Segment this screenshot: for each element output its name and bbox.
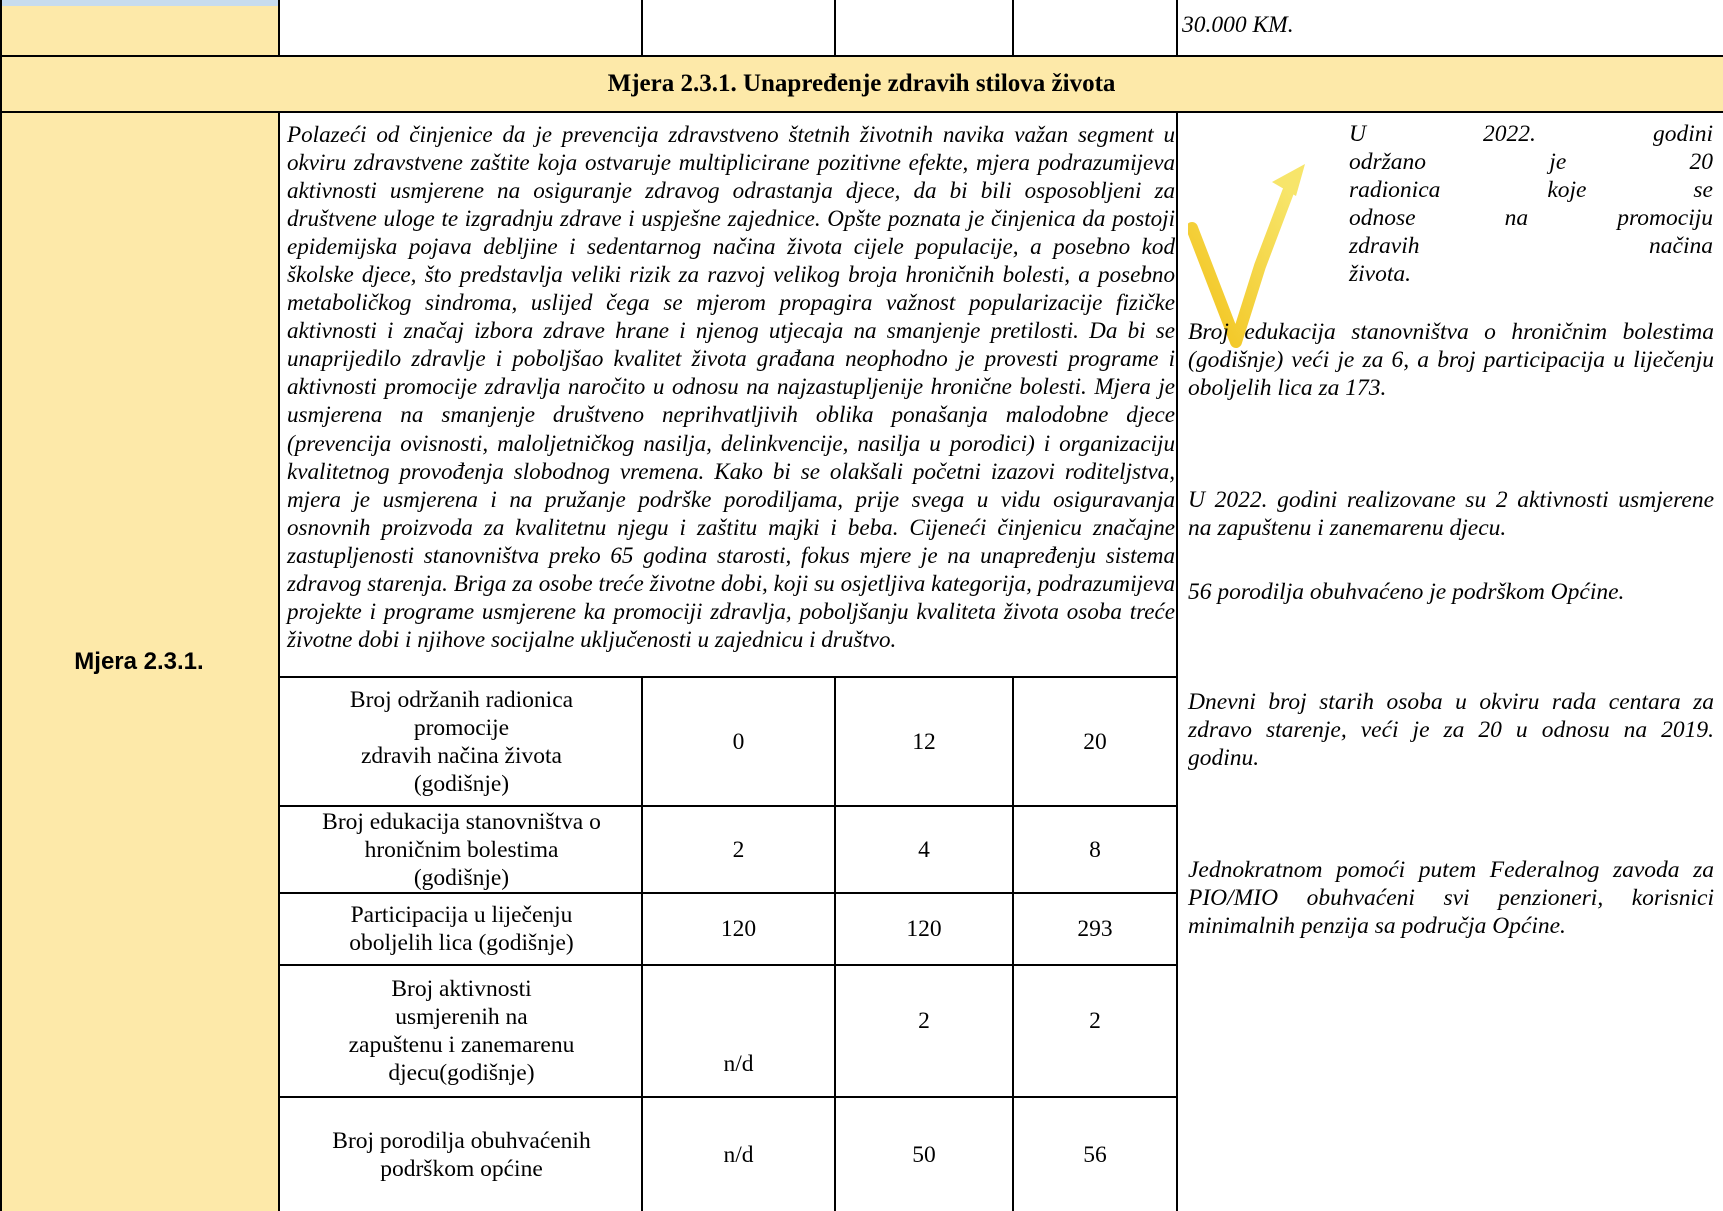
grid-line bbox=[834, 0, 836, 56]
grid-line bbox=[278, 964, 1178, 966]
indicator-mid: 120 bbox=[906, 916, 942, 942]
indicator-target: 56 bbox=[1083, 1141, 1107, 1168]
indicator-target: 20 bbox=[1083, 728, 1107, 755]
indicator-name: Broj edukacija stanovništva o hroničnim bolestima (godišnje) bbox=[322, 808, 601, 891]
achievement-pensioners: Jednokratnom pomoći putem Federalnog zavoda za PIO/MIO obuhvaćeni svi penzioneri, korisnici minimalnih penzija sa područja Općine. bbox=[1188, 857, 1714, 939]
grid-line bbox=[278, 111, 280, 1211]
indicator-target: 2 bbox=[1089, 1008, 1101, 1034]
indicator-mid: 50 bbox=[912, 1141, 936, 1168]
grid-line bbox=[278, 805, 1178, 807]
indicator-mid: 4 bbox=[918, 836, 930, 863]
grid-line bbox=[0, 0, 2, 1211]
achievement-mothers: 56 porodilja obuhvaćeno je podrškom Općine. bbox=[1188, 579, 1625, 605]
grid-line bbox=[1012, 676, 1014, 1211]
indicator-mid: 12 bbox=[912, 728, 936, 755]
grid-line bbox=[641, 676, 643, 1211]
budget-cell bbox=[1182, 12, 1712, 48]
achievement-elderly: Dnevni broj starih osoba u okviru rada centara za zdravo starenje, veći je za 20 u odnosu na 2019. godinu. bbox=[1188, 689, 1714, 771]
indicator-baseline: 2 bbox=[732, 836, 745, 863]
indicator-target: 8 bbox=[1089, 836, 1101, 863]
indicator-baseline: 120 bbox=[720, 916, 757, 942]
indicator-name: Broj aktivnosti usmjerenih na zapuštenu i zanemarenu djecu(godišnje) bbox=[348, 976, 575, 1086]
top-left-cell bbox=[0, 0, 278, 56]
budget-text: 30.000 KM. bbox=[1182, 12, 1294, 38]
grid-line bbox=[0, 55, 1723, 57]
indicator-name: Participacija u liječenju oboljelih lica (godišnje) bbox=[349, 902, 574, 956]
indicator-name: Broj porodilja obuhvaćenih podrškom općine bbox=[332, 1127, 591, 1182]
grid-line bbox=[1176, 111, 1178, 1211]
indicator-baseline: 0 bbox=[732, 728, 745, 755]
grid-line bbox=[641, 0, 643, 56]
achievement-first: U 2022. godini održano je 20 radionica koje se odnose na promociju zdravih načina života. bbox=[1349, 121, 1713, 287]
section-title: Mjera 2.3.1. Unapređenje zdravih stilova života bbox=[607, 70, 1116, 97]
measure-description-text: Polazeći od činjenice da je prevencija zdravstveno štetnih životnih navika važan segment u okviru zdravstvene zaštite koja ostvaruje multiplicirane pozitivne efekte, mjera podrazumijeva aktivnosti usmjerene na osiguranje zdravog odrastanja djece, da bi bili osposobljeni za društvene uloge te izgradnju zdrave i uspješne zajednice. Opšte poznata je činjenica da postoji epidemijska pojava debljine i sedentarnog načina života cijele populacije, a posebno kod školske djece, što predstavlja veliki rizik za razvoj velikog broja hroničnih bolesti, a posebno metaboličkog sindroma, uslijed čega se mjerom propagira važnost popularizacije fizičke aktivnosti i značaj izbora zdrave hrane i njenog utjecaja na smanjenje pretilosti. Da bi se unaprijedilo zdravlje i poboljšao kvalitet života građana neophodno je provesti programe i aktivnosti promocije zdravlja naročito u odnosu na najzastupljenije hronične bolesti. Mjera je usmjerena na smanjenje društveno neprihvatljivih oblika ponašanja malodobne djece (prevencija ovisnosti, maloljetničkog nasilja, delinkvencije, nasilja u porodici) i organizaciju kvalitetnog provođenja slobodnog vremena. Kako bi se olakšali početni izazovi roditeljstva, mjera je usmjerena i na pružanje podrške porodiljama, prije svega u vidu osiguravanja osnovnih proizvoda za kvalitetnu njegu i zaštitu majki i beba. Cijeneći činjenicu značajne zastupljenosti stanovništva preko 65 godina starosti, fokus mjere je na unapređenju sistema zdravog starenja. Briga za osobe treće životne dobi, koji su osjetljiva kategorija, podrazumijeva projekte i programe usmjerene ka promociji zdravlja, poboljšanju kvaliteta života osoba treće životne dobi i njihove socijalne uključenosti u zajednicu i društvo. bbox=[287, 121, 1175, 652]
grid-line bbox=[278, 676, 1178, 678]
grid-line bbox=[278, 892, 1178, 894]
grid-line bbox=[1176, 0, 1178, 56]
indicator-baseline: n/d bbox=[723, 1141, 754, 1168]
measure-label: Mjera 2.3.1. bbox=[74, 647, 204, 675]
grid-line bbox=[278, 0, 280, 56]
grid-line bbox=[278, 1096, 1178, 1098]
measure-label-cell bbox=[0, 112, 278, 1211]
grid-line bbox=[1012, 0, 1014, 56]
indicator-name: Broj održanih radionica promocije zdravih načina života (godišnje) bbox=[349, 686, 574, 797]
top-accent-line bbox=[0, 0, 278, 6]
grid-line bbox=[834, 676, 836, 1211]
grid-line bbox=[0, 111, 1723, 113]
section-header-row bbox=[0, 56, 1723, 112]
indicator-target: 293 bbox=[1077, 916, 1113, 942]
indicator-baseline: n/d bbox=[723, 1051, 754, 1077]
achievement-children: U 2022. godini realizovane su 2 aktivnosti usmjerene na zapuštenu i zanemarenu djecu. bbox=[1188, 487, 1714, 541]
indicator-mid: 2 bbox=[918, 1008, 930, 1034]
achievement-education: Broj edukacija stanovništva o hroničnim bolestima (godišnje) veći je za 6, a broj participacija u liječenju oboljelih lica za 173. bbox=[1188, 319, 1714, 401]
measure-description bbox=[287, 120, 1175, 672]
